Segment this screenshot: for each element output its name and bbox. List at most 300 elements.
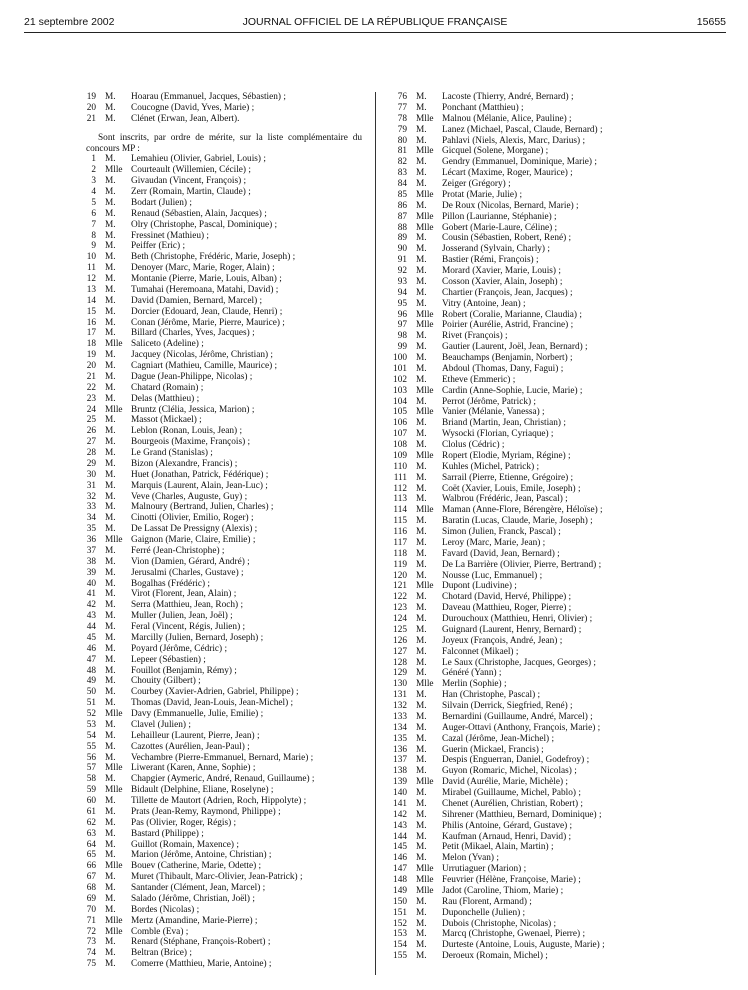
entry-number: 13 (86, 284, 96, 295)
list-item (383, 407, 728, 418)
entry-name: Thomas (David, Jean-Louis, Jean-Michel) ; (131, 698, 294, 709)
entry-name: Généré (Yann) ; (442, 668, 502, 679)
entry-title: M. (105, 654, 116, 665)
entry-number: 95 (397, 298, 407, 309)
entry-title: M. (105, 480, 116, 491)
entry-title: M. (416, 244, 427, 255)
entry-number: 20 (86, 361, 96, 371)
list-item (383, 636, 728, 647)
list-item (383, 734, 728, 745)
entry-name: Billard (Charles, Yves, Jacques) ; (131, 328, 255, 339)
entry-number: 91 (397, 255, 407, 266)
entry-name: Poirier (Aurélie, Astrid, Francine) ; (442, 320, 574, 331)
entry-title: M. (416, 179, 427, 189)
entry-number: 117 (393, 537, 407, 548)
entry-name: Joyeux (François, André, Jean) ; (442, 635, 563, 646)
entry-number: 11 (87, 263, 96, 274)
entry-number: 3 (91, 176, 96, 187)
entry-title: M. (416, 298, 427, 309)
entry-name: Renaud (Sébastien, Alain, Jacques) ; (131, 208, 267, 219)
entry-name: Petit (Mikael, Alain, Martin) ; (442, 842, 554, 853)
entry-name: Bizon (Alexandre, Francis) ; (131, 458, 238, 469)
entry-title: Mlle (416, 113, 434, 124)
entry-name: Chartier (François, Jean, Jacques) ; (442, 287, 573, 298)
list-item (72, 850, 372, 861)
entry-name: Robert (Coralie, Marianne, Claudia) ; (442, 309, 582, 320)
entry-name: Cousin (Sébastien, Robert, René) ; (442, 233, 572, 244)
entry-title: M. (105, 448, 116, 458)
entry-number: 7 (91, 219, 96, 230)
entry-name: Ferré (Jean-Christophe) ; (131, 545, 225, 556)
entry-name: Gautier (Laurent, Joël, Jean, Bernard) ; (442, 342, 588, 353)
entry-number: 56 (86, 752, 96, 763)
entry-name: Chapgier (Aymeric, André, Renaud, Guillaume) ; (131, 774, 315, 785)
entry-title: M. (416, 396, 427, 407)
entry-name: Protat (Marie, Julie) ; (442, 189, 523, 200)
entry-name: Deroeux (Romain, Michel) ; (442, 951, 548, 962)
entry-title: M. (416, 429, 427, 440)
entry-title: M. (105, 622, 116, 632)
entry-number: 70 (86, 904, 96, 915)
entry-number: 5 (91, 197, 96, 208)
entry-number: 26 (86, 426, 96, 437)
list-item (383, 581, 728, 592)
entry-name: Sarrail (Pierre, Etienne, Grégoire) ; (442, 472, 574, 483)
entry-number: 101 (393, 363, 407, 374)
entry-name: Muret (Thibault, Marc-Olivier, Jean-Patrick) ; (131, 872, 303, 883)
entry-number: 152 (393, 918, 407, 929)
entry-title: Mlle (105, 926, 123, 937)
entry-title: M. (416, 559, 427, 570)
entry-title: M. (105, 632, 116, 643)
entry-number: 9 (91, 241, 96, 252)
list-item (72, 383, 372, 394)
entry-title: M. (416, 200, 427, 211)
list-item (383, 821, 728, 832)
list-item (72, 350, 372, 361)
entry-number: 67 (86, 872, 96, 883)
entry-name: Clolus (Cédric) ; (442, 440, 505, 450)
entry-number: 48 (86, 665, 96, 676)
entry-title: M. (105, 567, 116, 578)
entry-number: 109 (393, 450, 407, 461)
entry-title: M. (105, 176, 116, 187)
entry-number: 136 (393, 744, 407, 755)
entry-name: Virot (Florent, Jean, Alain) ; (131, 589, 237, 600)
entry-title: M. (105, 187, 116, 197)
entry-title: M. (105, 306, 116, 317)
entry-number: 114 (393, 505, 407, 516)
entry-number: 51 (86, 698, 96, 709)
entry-title: M. (105, 719, 116, 730)
entry-number: 24 (86, 404, 96, 415)
entry-name: Saliceto (Adeline) ; (131, 339, 204, 350)
entry-title: Mlle (105, 339, 123, 350)
list-item (383, 299, 728, 310)
list-item (72, 840, 372, 851)
list-item (383, 233, 728, 244)
entry-number: 53 (86, 719, 96, 730)
entry-name: Delas (Matthieu) ; (131, 393, 200, 404)
list-item (72, 774, 372, 785)
entry-name: Urrutiaguer (Marion) ; (442, 864, 527, 875)
entry-name: Simon (Julien, Franck, Pascal) ; (442, 527, 561, 537)
entry-title: M. (105, 611, 116, 622)
entry-title: M. (105, 426, 116, 437)
entry-name: Beth (Christophe, Frédéric, Marie, Joseph) ; (131, 252, 296, 263)
list-item (72, 687, 372, 698)
list-item (383, 908, 728, 919)
entry-title: M. (105, 730, 116, 741)
entry-name: Bastier (Rémi, François) ; (442, 255, 539, 266)
list-item (72, 829, 372, 840)
list-item (72, 546, 372, 557)
entry-title: M. (416, 722, 427, 733)
list-item (383, 690, 728, 701)
intro-paragraph: Sont inscrits, par ordre de mérite, sur la liste complémentaire du concours MP : (86, 132, 362, 154)
entry-title: M. (416, 494, 427, 505)
entry-name: Mertz (Amandine, Marie-Pierre) ; (131, 915, 258, 926)
entry-title: M. (416, 548, 427, 559)
entry-title: M. (416, 744, 427, 755)
list-item (383, 701, 728, 712)
entry-name: Lepeer (Sébastien) ; (131, 654, 206, 665)
entry-title: M. (105, 589, 116, 600)
entry-name: Serra (Matthieu, Jean, Roch) ; (131, 600, 244, 611)
entry-number: 62 (86, 817, 96, 828)
entry-number: 63 (86, 828, 96, 839)
entry-title: M. (416, 668, 427, 679)
entry-name: Lehailleur (Laurent, Pierre, Jean) ; (131, 730, 260, 741)
entry-title: M. (105, 437, 116, 448)
entry-name: Bourgeois (Maxime, François) ; (131, 437, 251, 448)
entry-name: Bernardini (Guillaume, André, Marcel) ; (442, 711, 593, 722)
entry-number: 82 (397, 157, 407, 168)
entry-number: 92 (397, 266, 407, 276)
list-item (383, 157, 728, 168)
entry-title: M. (416, 157, 427, 168)
entry-number: 12 (86, 274, 96, 284)
entry-name: David (Aurélie, Marie, Michèle) ; (442, 777, 568, 788)
entry-title: M. (105, 850, 116, 861)
entry-number: 111 (393, 472, 407, 483)
list-item (383, 842, 728, 853)
entry-name: Givaudan (Vincent, François) ; (131, 176, 247, 187)
entry-name: Le Saux (Christophe, Jacques, Georges) ; (442, 657, 596, 668)
entry-number: 138 (393, 766, 407, 777)
entry-number: 45 (86, 632, 96, 643)
entry-number: 54 (86, 730, 96, 741)
entry-name: Sihrener (Matthieu, Bernard, Dominique) ; (442, 809, 602, 820)
list-item (72, 720, 372, 731)
entry-name: Etheve (Emmeric) ; (442, 374, 516, 385)
list-item (72, 339, 372, 350)
entry-name: Massot (Mickael) ; (131, 415, 202, 426)
entry-number: 146 (393, 853, 407, 864)
list-item (383, 136, 728, 147)
entry-number: 113 (393, 494, 407, 505)
entry-name: Prats (Jean-Remy, Raymond, Philippe) ; (131, 806, 281, 817)
entry-number: 16 (86, 317, 96, 328)
entry-name: Philis (Antoine, Gérard, Gustave) ; (442, 820, 573, 831)
entry-title: Mlle (416, 864, 434, 875)
entry-number: 10 (86, 252, 96, 263)
entry-number: 15 (86, 306, 96, 317)
entry-number: 38 (86, 556, 96, 567)
list-item (383, 560, 728, 571)
entry-name: Leblon (Ronan, Louis, Jean) ; (131, 426, 243, 437)
list-item (72, 154, 372, 165)
list-item (72, 698, 372, 709)
entry-name: Feuvrier (Hélène, Françoise, Marie) ; (442, 875, 581, 885)
entry-title: M. (105, 350, 116, 361)
list-item (383, 777, 728, 788)
entry-title: Mlle (105, 404, 123, 415)
entry-title: Mlle (105, 535, 123, 545)
list-item (383, 810, 728, 821)
entry-title: M. (105, 208, 116, 219)
header-journal-title: JOURNAL OFFICIEL DE LA RÉPUBLIQUE FRANÇAISE (242, 16, 508, 28)
entry-name: Bordes (Nicolas) ; (131, 904, 200, 915)
entry-number: 84 (397, 179, 407, 189)
list-item (383, 679, 728, 690)
list-item (72, 405, 372, 416)
entry-title: M. (105, 904, 116, 915)
list-item (383, 223, 728, 234)
entry-name: Liwerant (Karen, Anne, Sophie) ; (131, 763, 256, 774)
entry-title: M. (105, 491, 116, 502)
entry-title: M. (416, 918, 427, 929)
entry-name: Conan (Jérôme, Marie, Pierre, Maurice) ; (131, 317, 285, 328)
entry-title: Mlle (416, 222, 434, 233)
entry-title: Mlle (416, 679, 434, 690)
entry-number: 6 (91, 208, 96, 219)
entry-name: Bruntz (Clélia, Jessica, Marion) ; (131, 404, 255, 415)
header-rule (24, 32, 726, 33)
list-item (72, 535, 372, 546)
entry-number: 78 (397, 113, 407, 124)
list-item (72, 644, 372, 655)
list-item (72, 296, 372, 307)
entry-title: M. (105, 752, 116, 763)
entry-name: Walbrou (Frédéric, Jean, Pascal) ; (442, 494, 568, 505)
list-item (72, 916, 372, 927)
list-item (383, 429, 728, 440)
entry-title: M. (416, 755, 427, 766)
list-item (72, 372, 372, 383)
entry-number: 151 (393, 907, 407, 918)
entry-name: Rivet (François) ; (442, 331, 508, 342)
main-list-tail (72, 92, 372, 125)
entry-title: M. (105, 556, 116, 567)
list-item (72, 437, 372, 448)
entry-name: Santander (Clément, Jean, Marcel) ; (131, 883, 266, 893)
entry-name: Courbey (Xavier-Adrien, Gabriel, Philippe) ; (131, 687, 299, 698)
entry-name: Coët (Xavier, Louis, Emile, Joseph) ; (442, 483, 581, 494)
list-item (72, 328, 372, 339)
page-header (24, 16, 726, 30)
entry-number: 65 (86, 850, 96, 861)
entry-title: M. (416, 614, 427, 624)
entry-name: Chenet (Aurélien, Christian, Robert) ; (442, 798, 583, 809)
list-item (383, 320, 728, 331)
list-item (383, 92, 728, 103)
entry-name: Poyard (Jérôme, Cédric) ; (131, 643, 228, 654)
list-item (383, 571, 728, 582)
entry-name: Denoyer (Marc, Marie, Roger, Alain) ; (131, 263, 275, 274)
entry-number: 77 (397, 102, 407, 113)
entry-name: Bodart (Julien) ; (131, 197, 192, 208)
entry-name: Chotard (David, Hervé, Philippe) ; (442, 592, 572, 603)
entry-title: M. (416, 92, 427, 102)
list-item (72, 666, 372, 677)
entry-number: 8 (91, 230, 96, 241)
entry-number: 134 (393, 722, 407, 733)
entry-number: 96 (397, 309, 407, 320)
entry-name: David (Damien, Bernard, Marcel) ; (131, 295, 263, 306)
entry-number: 25 (86, 415, 96, 426)
entry-title: M. (416, 690, 427, 701)
list-item (72, 209, 372, 220)
entry-title: M. (416, 168, 427, 179)
entry-number: 106 (393, 418, 407, 429)
list-item (72, 361, 372, 372)
entry-number: 108 (393, 440, 407, 450)
entry-title: M. (416, 809, 427, 820)
entry-number: 27 (86, 437, 96, 448)
entry-number: 17 (86, 328, 96, 339)
entry-title: M. (416, 363, 427, 374)
entry-name: Nousse (Luc, Emmanuel) ; (442, 570, 543, 581)
right-column (383, 92, 728, 962)
entry-title: M. (105, 676, 116, 687)
list-item (72, 481, 372, 492)
entry-title: M. (105, 578, 116, 589)
list-item (72, 959, 372, 970)
entry-title: M. (416, 266, 427, 276)
list-item (72, 905, 372, 916)
entry-name: Cosson (Xavier, Alain, Joseph) ; (442, 276, 563, 287)
entry-number: 133 (393, 711, 407, 722)
entry-name: Kaufman (Arnaud, Henri, David) ; (442, 831, 572, 842)
entry-title: M. (105, 959, 116, 970)
entry-name: Lécart (Maxime, Roger, Maurice) ; (442, 168, 573, 179)
entry-name: Tillette de Mautort (Adrien, Roch, Hippolyte) ; (131, 796, 307, 806)
entry-name: Gendry (Emmanuel, Dominique, Marie) ; (442, 157, 597, 168)
entry-title: M. (105, 252, 116, 263)
entry-number: 46 (86, 643, 96, 654)
list-item (72, 894, 372, 905)
entry-number: 76 (397, 92, 407, 102)
entry-title: M. (416, 842, 427, 853)
list-item (383, 190, 728, 201)
entry-title: M. (416, 820, 427, 831)
entry-title: M. (416, 537, 427, 548)
list-item (383, 919, 728, 930)
entry-name: Marcilly (Julien, Bernard, Joseph) ; (131, 632, 264, 643)
list-item (72, 937, 372, 948)
entry-title: Mlle (105, 785, 123, 796)
column-divider (375, 92, 376, 975)
entry-number: 148 (393, 875, 407, 885)
entry-title: Mlle (416, 450, 434, 461)
list-item (383, 549, 728, 560)
entry-number: 66 (86, 861, 96, 872)
list-item (383, 940, 728, 951)
list-item (383, 255, 728, 266)
entry-title: M. (416, 951, 427, 962)
entry-name: Beltran (Brice) ; (131, 948, 192, 959)
list-item (383, 592, 728, 603)
entry-title: Mlle (105, 709, 123, 719)
entry-name: Dupont (Ludivine) ; (442, 581, 517, 592)
entry-number: 72 (86, 926, 96, 937)
entry-name: Malnoury (Bertrand, Julien, Charles) ; (131, 502, 274, 513)
list-item (72, 165, 372, 176)
entry-name: Pahlavi (Niels, Alexis, Marc, Darius) ; (442, 135, 586, 146)
entry-number: 31 (86, 480, 96, 491)
entry-name: Tumahai (Heremoana, Matahi, David) ; (131, 284, 279, 295)
entry-title: M. (105, 219, 116, 230)
list-item (72, 274, 372, 285)
entry-title: M. (416, 853, 427, 864)
entry-number: 4 (91, 187, 96, 197)
entry-title: M. (416, 353, 427, 363)
list-item (383, 538, 728, 549)
entry-title: M. (105, 643, 116, 654)
entry-title: M. (105, 371, 116, 382)
entry-number: 85 (397, 189, 407, 200)
entry-title: M. (416, 798, 427, 809)
entry-title: M. (105, 415, 116, 426)
entry-number: 21 (86, 113, 96, 124)
entry-number: 42 (86, 600, 96, 611)
entry-number: 23 (86, 393, 96, 404)
entry-title: M. (416, 711, 427, 722)
entry-number: 130 (393, 679, 407, 690)
entry-title: Mlle (416, 211, 434, 222)
entry-number: 141 (393, 798, 407, 809)
list-item (383, 277, 728, 288)
entry-title: M. (105, 665, 116, 676)
entry-title: M. (105, 102, 116, 113)
entry-title: M. (416, 831, 427, 842)
entry-title: Mlle (105, 915, 123, 926)
entry-title: M. (416, 331, 427, 342)
entry-number: 36 (86, 535, 96, 545)
entry-title: M. (105, 393, 116, 404)
list-item (72, 785, 372, 796)
complementary-list-part-1 (72, 154, 372, 970)
entry-title: M. (105, 284, 116, 295)
entry-number: 71 (86, 915, 96, 926)
entry-name: Muller (Julien, Jean, Joël) ; (131, 611, 233, 622)
entry-title: Mlle (416, 189, 434, 200)
list-item (72, 883, 372, 894)
entry-name: Vion (Damien, Gérard, André) ; (131, 556, 250, 567)
list-item (72, 502, 372, 513)
entry-number: 58 (86, 774, 96, 785)
list-item (72, 198, 372, 209)
entry-title: M. (105, 687, 116, 698)
entry-name: Gobert (Marie-Laure, Céline) ; (442, 222, 558, 233)
entry-number: 144 (393, 831, 407, 842)
list-item (383, 103, 728, 114)
list-item (383, 505, 728, 516)
entry-name: Veve (Charles, Auguste, Guy) ; (131, 491, 248, 502)
entry-number: 105 (393, 407, 407, 418)
entry-number: 94 (397, 287, 407, 298)
